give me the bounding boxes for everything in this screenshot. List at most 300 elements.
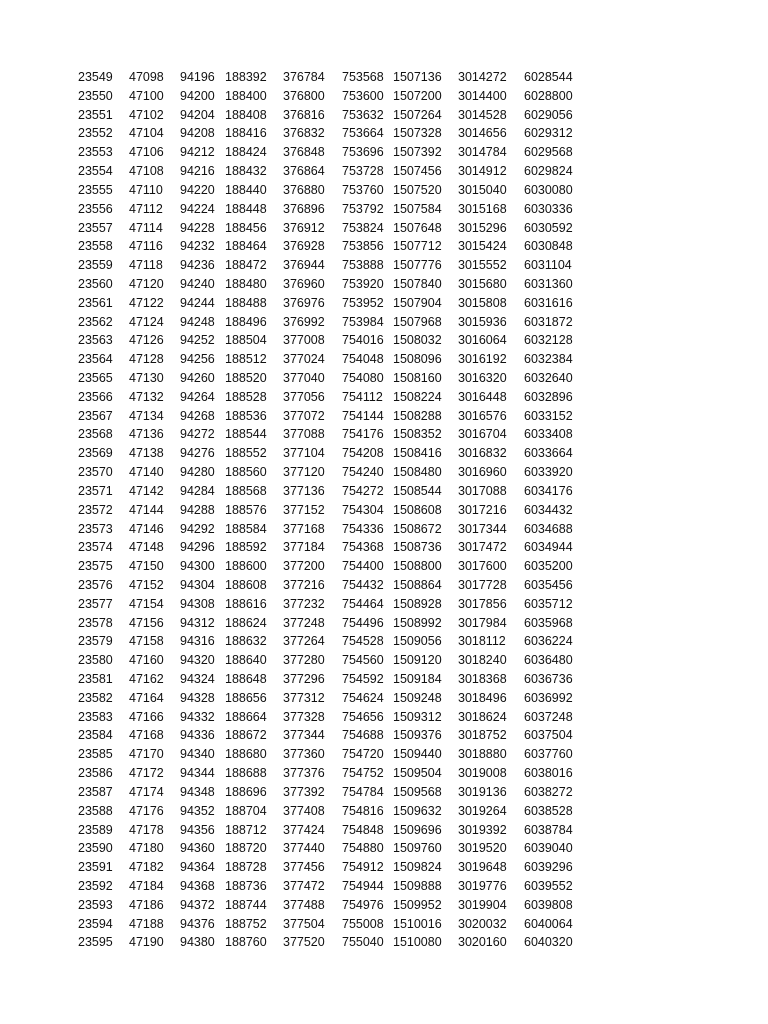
table-cell: 754496 — [342, 615, 384, 630]
table-row — [0, 858, 584, 877]
table-cell: 377200 — [283, 559, 325, 574]
table-cell: 188712 — [225, 822, 267, 837]
table-row — [0, 143, 584, 162]
table-cell: 753824 — [342, 220, 384, 235]
table-cell: 1508736 — [393, 540, 442, 555]
table-cell: 1508544 — [393, 483, 442, 498]
table-cell: 3019648 — [458, 860, 507, 875]
table-cell: 188496 — [225, 314, 267, 329]
table-cell: 23567 — [78, 408, 113, 423]
table-row — [0, 538, 584, 557]
table-cell: 23579 — [78, 634, 113, 649]
table-cell: 1509888 — [393, 878, 442, 893]
table-cell: 377024 — [283, 352, 325, 367]
table-cell: 6039552 — [524, 878, 573, 893]
table-cell: 1508928 — [393, 596, 442, 611]
table-cell: 753792 — [342, 201, 384, 216]
table-cell: 23563 — [78, 333, 113, 348]
table-cell: 47134 — [129, 408, 164, 423]
table-cell: 94228 — [180, 220, 215, 235]
table-row — [0, 821, 584, 840]
table-cell: 6029568 — [524, 145, 573, 160]
table-row — [0, 87, 584, 106]
table-cell: 6030336 — [524, 201, 573, 216]
table-cell: 3017472 — [458, 540, 507, 555]
table-cell: 1509632 — [393, 803, 442, 818]
table-cell: 3018496 — [458, 690, 507, 705]
table-cell: 94308 — [180, 596, 215, 611]
table-cell: 23592 — [78, 878, 113, 893]
table-cell: 188632 — [225, 634, 267, 649]
table-cell: 47144 — [129, 502, 164, 517]
table-cell: 3015424 — [458, 239, 507, 254]
table-cell: 754720 — [342, 747, 384, 762]
table-cell: 6039296 — [524, 860, 573, 875]
table-row — [0, 256, 584, 275]
table-cell: 3019392 — [458, 822, 507, 837]
table-cell: 377088 — [283, 427, 325, 442]
table-cell: 1508096 — [393, 352, 442, 367]
table-cell: 377504 — [283, 916, 325, 931]
table-cell: 47180 — [129, 841, 164, 856]
table-cell: 188640 — [225, 653, 267, 668]
table-cell: 188424 — [225, 145, 267, 160]
table-cell: 6028800 — [524, 88, 573, 103]
table-row — [0, 783, 584, 802]
table-cell: 23576 — [78, 577, 113, 592]
table-cell: 753728 — [342, 164, 384, 179]
table-row — [0, 200, 584, 219]
table-row — [0, 896, 584, 915]
table-cell: 47138 — [129, 446, 164, 461]
table-cell: 6036736 — [524, 672, 573, 686]
table-cell: 47128 — [129, 352, 164, 367]
table-cell: 1508480 — [393, 465, 442, 480]
table-cell: 23556 — [78, 201, 113, 216]
table-cell: 754528 — [342, 634, 384, 649]
table-cell: 754176 — [342, 427, 384, 442]
table-cell: 6039808 — [524, 897, 573, 912]
table-cell: 47170 — [129, 747, 164, 762]
table-cell: 3015680 — [458, 276, 507, 291]
table-cell: 47152 — [129, 577, 164, 592]
table-cell: 6035200 — [524, 559, 573, 574]
table-cell: 94356 — [180, 822, 215, 837]
table-cell: 6040320 — [524, 935, 573, 950]
table-cell: 47102 — [129, 107, 164, 122]
table-cell: 47098 — [129, 70, 164, 84]
table-cell: 754368 — [342, 540, 384, 555]
table-cell: 23555 — [78, 182, 113, 197]
table-cell: 3016704 — [458, 427, 507, 442]
table-cell: 23575 — [78, 559, 113, 574]
table-cell: 23561 — [78, 295, 113, 310]
table-cell: 94284 — [180, 483, 215, 498]
table-cell: 754048 — [342, 352, 384, 367]
table-cell: 6029824 — [524, 164, 573, 179]
table-cell: 377056 — [283, 389, 325, 404]
table-row — [0, 331, 584, 350]
table-row — [0, 124, 584, 143]
table-cell: 376800 — [283, 88, 325, 103]
table-cell: 6038784 — [524, 822, 573, 837]
table-cell: 6033664 — [524, 446, 573, 461]
table-cell: 94212 — [180, 145, 215, 160]
table-cell: 188488 — [225, 295, 267, 310]
table-cell: 94268 — [180, 408, 215, 423]
table-cell: 94256 — [180, 352, 215, 367]
table-cell: 3016320 — [458, 371, 507, 385]
table-row — [0, 576, 584, 595]
table-cell: 1509824 — [393, 860, 442, 875]
table-cell: 188736 — [225, 878, 267, 893]
table-cell: 1507456 — [393, 164, 442, 179]
table-cell: 754688 — [342, 728, 384, 743]
table-cell: 753952 — [342, 295, 384, 310]
table-cell: 3019520 — [458, 841, 507, 856]
table-cell: 754880 — [342, 841, 384, 856]
table-cell: 1507840 — [393, 276, 442, 291]
table-row — [0, 313, 584, 332]
table-cell: 94260 — [180, 371, 215, 385]
table-cell: 94364 — [180, 860, 215, 875]
table-cell: 188696 — [225, 784, 267, 799]
table-cell: 1508800 — [393, 559, 442, 574]
table-cell: 188552 — [225, 446, 267, 461]
table-row — [0, 425, 584, 444]
table-cell: 3016832 — [458, 446, 507, 461]
table-cell: 3016192 — [458, 352, 507, 367]
table-cell: 376992 — [283, 314, 325, 329]
table-row — [0, 689, 584, 708]
table-row — [0, 388, 584, 407]
table-cell: 188744 — [225, 897, 267, 912]
table-row — [0, 595, 584, 614]
table-cell: 94204 — [180, 107, 215, 122]
table-cell: 376832 — [283, 126, 325, 141]
table-cell: 94380 — [180, 935, 215, 950]
table-row — [0, 294, 584, 313]
table-cell: 94320 — [180, 653, 215, 668]
table-cell: 1508992 — [393, 615, 442, 630]
table-cell: 23562 — [78, 314, 113, 329]
table-cell: 47162 — [129, 672, 164, 686]
table-cell: 3018624 — [458, 709, 507, 724]
table-cell: 47186 — [129, 897, 164, 912]
table-cell: 94292 — [180, 521, 215, 536]
table-cell: 754912 — [342, 860, 384, 875]
table-cell: 3014912 — [458, 164, 507, 179]
table-cell: 1507136 — [393, 70, 442, 84]
table-cell: 6031360 — [524, 276, 573, 291]
table-cell: 188728 — [225, 860, 267, 875]
table-row — [0, 275, 584, 294]
table-cell: 47178 — [129, 822, 164, 837]
table-cell: 188592 — [225, 540, 267, 555]
table-cell: 23564 — [78, 352, 113, 367]
table-cell: 6030848 — [524, 239, 573, 254]
table-cell: 94264 — [180, 389, 215, 404]
table-cell: 47154 — [129, 596, 164, 611]
table-cell: 94372 — [180, 897, 215, 912]
table-cell: 94336 — [180, 728, 215, 743]
table-cell: 1508224 — [393, 389, 442, 404]
table-cell: 1508288 — [393, 408, 442, 423]
table-cell: 754656 — [342, 709, 384, 724]
table-cell: 3015552 — [458, 258, 507, 273]
table-row — [0, 219, 584, 238]
table-cell: 1509376 — [393, 728, 442, 743]
table-cell: 376880 — [283, 182, 325, 197]
table-cell: 188760 — [225, 935, 267, 950]
table-cell: 47160 — [129, 653, 164, 668]
table-cell: 94224 — [180, 201, 215, 216]
table-cell: 3020160 — [458, 935, 507, 950]
table-cell: 188584 — [225, 521, 267, 536]
table-cell: 94340 — [180, 747, 215, 762]
table-cell: 3014400 — [458, 88, 507, 103]
table-cell: 94328 — [180, 690, 215, 705]
table-cell: 1509440 — [393, 747, 442, 762]
table-cell: 1510080 — [393, 935, 442, 950]
table-cell: 377296 — [283, 672, 325, 686]
table-cell: 188568 — [225, 483, 267, 498]
table-cell: 23595 — [78, 935, 113, 950]
table-cell: 754816 — [342, 803, 384, 818]
table-cell: 94232 — [180, 239, 215, 254]
table-cell: 23550 — [78, 88, 113, 103]
table-cell: 47150 — [129, 559, 164, 574]
table-cell: 3018752 — [458, 728, 507, 743]
table-cell: 377232 — [283, 596, 325, 611]
table-cell: 3018880 — [458, 747, 507, 762]
table-cell: 3014784 — [458, 145, 507, 160]
table-row — [0, 68, 584, 87]
table-cell: 3017344 — [458, 521, 507, 536]
table-cell: 1507648 — [393, 220, 442, 235]
table-cell: 188656 — [225, 690, 267, 705]
table-cell: 94288 — [180, 502, 215, 517]
number-table — [0, 68, 584, 952]
table-cell: 47190 — [129, 935, 164, 950]
table-cell: 1509696 — [393, 822, 442, 837]
table-cell: 377376 — [283, 766, 325, 781]
table-cell: 47174 — [129, 784, 164, 799]
table-cell: 188664 — [225, 709, 267, 724]
table-cell: 1509248 — [393, 690, 442, 705]
table-cell: 6032384 — [524, 352, 573, 367]
table-cell: 3018368 — [458, 672, 507, 686]
table-cell: 6038528 — [524, 803, 573, 818]
table-cell: 23589 — [78, 822, 113, 837]
table-cell: 94352 — [180, 803, 215, 818]
table-row — [0, 915, 584, 934]
table-cell: 94240 — [180, 276, 215, 291]
table-cell: 47112 — [129, 201, 163, 216]
table-cell: 188600 — [225, 559, 267, 574]
table-cell: 188392 — [225, 70, 267, 84]
table-cell: 377520 — [283, 935, 325, 950]
table-cell: 23577 — [78, 596, 113, 611]
table-cell: 188752 — [225, 916, 267, 931]
table-cell: 3017216 — [458, 502, 507, 517]
table-cell: 47140 — [129, 465, 164, 480]
table-cell: 753696 — [342, 145, 384, 160]
table-row — [0, 651, 584, 670]
table-cell: 1508672 — [393, 521, 442, 536]
table-cell: 23554 — [78, 164, 113, 179]
table-cell: 188672 — [225, 728, 267, 743]
table-cell: 1507712 — [393, 239, 442, 254]
table-cell: 754400 — [342, 559, 384, 574]
table-cell: 47158 — [129, 634, 164, 649]
table-cell: 94360 — [180, 841, 215, 856]
table-cell: 23574 — [78, 540, 113, 555]
table-cell: 3015040 — [458, 182, 507, 197]
table-cell: 94252 — [180, 333, 215, 348]
table-cell: 6030592 — [524, 220, 573, 235]
table-cell: 23557 — [78, 220, 113, 235]
table-cell: 23568 — [78, 427, 113, 442]
table-cell: 6032896 — [524, 389, 573, 404]
table-cell: 188432 — [225, 164, 267, 179]
table-cell: 188520 — [225, 371, 267, 385]
table-cell: 188680 — [225, 747, 267, 762]
table-row — [0, 802, 584, 821]
table-cell: 1507776 — [393, 258, 442, 273]
table-cell: 6029056 — [524, 107, 573, 122]
table-cell: 23558 — [78, 239, 113, 254]
table-cell: 47142 — [129, 483, 164, 498]
table-cell: 23591 — [78, 860, 113, 875]
table-cell: 3015168 — [458, 201, 507, 216]
table-cell: 188416 — [225, 126, 267, 141]
table-row — [0, 839, 584, 858]
table-cell: 376784 — [283, 70, 325, 84]
table-cell: 376944 — [283, 258, 325, 273]
table-cell: 94280 — [180, 465, 215, 480]
table-cell: 1509952 — [393, 897, 442, 912]
table-cell: 1507200 — [393, 88, 442, 103]
table-cell: 753760 — [342, 182, 384, 197]
table-cell: 1507968 — [393, 314, 442, 329]
table-cell: 47148 — [129, 540, 164, 555]
table-cell: 94324 — [180, 672, 215, 686]
table-cell: 47126 — [129, 333, 164, 348]
table-cell: 376816 — [283, 107, 325, 122]
table-cell: 3015936 — [458, 314, 507, 329]
table-cell: 47136 — [129, 427, 164, 442]
table-cell: 754080 — [342, 371, 384, 385]
table-cell: 377328 — [283, 709, 325, 724]
table-cell: 6040064 — [524, 916, 573, 931]
table-cell: 6031616 — [524, 295, 573, 310]
table-cell: 1508032 — [393, 333, 442, 348]
table-cell: 377344 — [283, 728, 325, 743]
table-cell: 376960 — [283, 276, 325, 291]
table-cell: 188624 — [225, 615, 267, 630]
table-cell: 23588 — [78, 803, 113, 818]
table-cell: 3019008 — [458, 766, 507, 781]
table-cell: 377456 — [283, 860, 325, 875]
table-cell: 188464 — [225, 239, 267, 254]
table-cell: 377280 — [283, 653, 325, 668]
table-cell: 6035712 — [524, 596, 573, 611]
table-cell: 23593 — [78, 897, 113, 912]
table-cell: 1508416 — [393, 446, 442, 461]
table-cell: 23584 — [78, 728, 113, 743]
table-row — [0, 557, 584, 576]
table-cell: 754432 — [342, 577, 384, 592]
table-cell: 376896 — [283, 201, 325, 216]
table-cell: 753856 — [342, 239, 384, 254]
table-cell: 47108 — [129, 164, 164, 179]
table-cell: 23585 — [78, 747, 113, 762]
table-cell: 754208 — [342, 446, 384, 461]
table-cell: 3016576 — [458, 408, 507, 423]
table-cell: 47122 — [129, 295, 164, 310]
table-cell: 6034432 — [524, 502, 573, 517]
table-row — [0, 670, 584, 689]
table-cell: 23571 — [78, 483, 113, 498]
table-row — [0, 501, 584, 520]
table-cell: 94244 — [180, 295, 215, 310]
table-cell: 6038016 — [524, 766, 573, 781]
table-cell: 1508608 — [393, 502, 442, 517]
table-cell: 3014656 — [458, 126, 507, 141]
table-cell: 94296 — [180, 540, 215, 555]
table-cell: 753568 — [342, 70, 384, 84]
table-cell: 377216 — [283, 577, 325, 592]
table-cell: 23594 — [78, 916, 113, 931]
table-cell: 754848 — [342, 822, 384, 837]
table-cell: 377072 — [283, 408, 325, 423]
table-cell: 1509056 — [393, 634, 442, 649]
table-cell: 6037248 — [524, 709, 573, 724]
table-cell: 377424 — [283, 822, 325, 837]
table-cell: 377168 — [283, 521, 325, 536]
table-cell: 47182 — [129, 860, 164, 875]
table-cell: 754752 — [342, 766, 384, 781]
table-cell: 6031872 — [524, 314, 573, 329]
table-cell: 188408 — [225, 107, 267, 122]
table-cell: 1509760 — [393, 841, 442, 856]
table-cell: 754464 — [342, 596, 384, 611]
table-cell: 6034688 — [524, 521, 573, 536]
table-cell: 1509568 — [393, 784, 442, 799]
table-cell: 188448 — [225, 201, 267, 216]
table-cell: 377264 — [283, 634, 325, 649]
table-cell: 47110 — [129, 182, 163, 197]
table-cell: 377136 — [283, 483, 325, 498]
table-cell: 3017088 — [458, 483, 507, 498]
table-cell: 754336 — [342, 521, 384, 536]
table-cell: 47188 — [129, 916, 164, 931]
table-cell: 6036224 — [524, 634, 573, 649]
table-cell: 23582 — [78, 690, 113, 705]
table-cell: 23573 — [78, 521, 113, 536]
table-cell: 23581 — [78, 672, 113, 686]
table-cell: 1509184 — [393, 672, 442, 686]
table-row — [0, 162, 584, 181]
table-cell: 755040 — [342, 935, 384, 950]
table-cell: 3016960 — [458, 465, 507, 480]
table-cell: 188544 — [225, 427, 267, 442]
table-cell: 1507392 — [393, 145, 442, 160]
table-cell: 754976 — [342, 897, 384, 912]
table-cell: 6035968 — [524, 615, 573, 630]
table-cell: 3018240 — [458, 653, 507, 668]
